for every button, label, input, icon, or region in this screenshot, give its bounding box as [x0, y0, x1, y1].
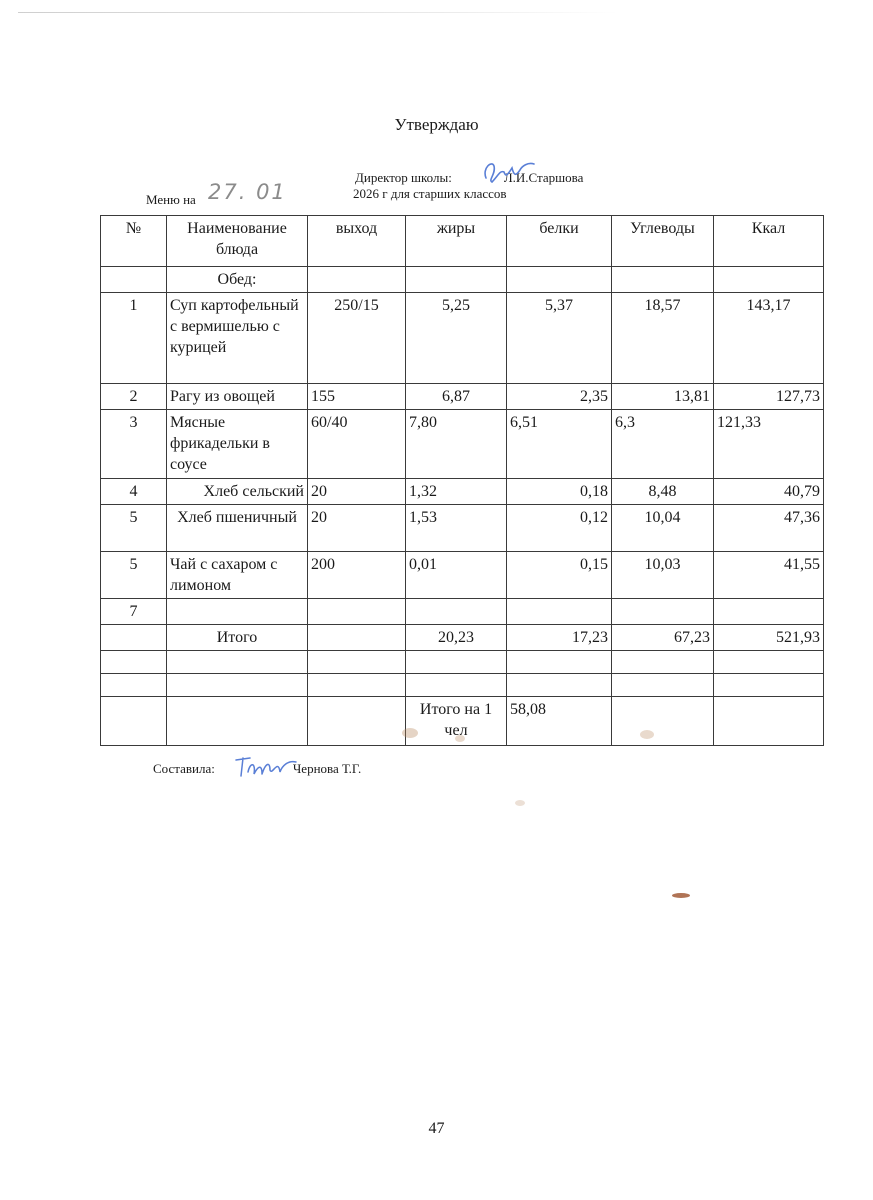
- cell-name: Рагу из овощей: [167, 384, 308, 410]
- cell-fat: 0,01: [406, 552, 507, 599]
- menu-table: [100, 215, 824, 746]
- director-label: Директор школы:: [355, 170, 452, 185]
- per-person-value: 58,08: [507, 697, 612, 746]
- cell-num: 7: [101, 599, 167, 625]
- cell-name: Хлеб сельский: [167, 479, 308, 505]
- total-protein: 17,23: [507, 625, 612, 651]
- author-name: Чернова Т.Г.: [292, 761, 362, 776]
- menu-date-handwritten: 27. 01: [208, 180, 287, 204]
- cell-protein: 5,37: [507, 293, 612, 384]
- cell-num: 5: [101, 552, 167, 599]
- cell-protein: 0,18: [507, 479, 612, 505]
- header-protein: белки: [507, 216, 612, 267]
- table-row: [101, 410, 824, 479]
- total-row: [101, 625, 824, 651]
- header-yield: выход: [308, 216, 406, 267]
- table-header-row: [101, 216, 824, 267]
- cell-name: Суп картофельный с вермишелью с курицей: [167, 293, 308, 384]
- cell-yield: 20: [308, 479, 406, 505]
- menu-date-label: Меню на: [146, 192, 196, 207]
- table-row: [101, 505, 824, 552]
- cell-num: 3: [101, 410, 167, 479]
- cell-fat: 1,53: [406, 505, 507, 552]
- total-kcal: 521,93: [714, 625, 824, 651]
- cell-carbs: 18,57: [612, 293, 714, 384]
- cell-kcal: 40,79: [714, 479, 824, 505]
- cell-protein: 6,51: [507, 410, 612, 479]
- blank-row: [101, 651, 824, 674]
- total-label: Итого: [167, 625, 308, 651]
- table-row: [101, 293, 824, 384]
- cell-yield: 200: [308, 552, 406, 599]
- cell-kcal: 143,17: [714, 293, 824, 384]
- table-row: [101, 552, 824, 599]
- cell-num: 1: [101, 293, 167, 384]
- cell-fat: 6,87: [406, 384, 507, 410]
- table-row: [101, 479, 824, 505]
- cell-protein: 2,35: [507, 384, 612, 410]
- stain-mark: [640, 730, 654, 739]
- author-label: Составила:: [153, 761, 215, 776]
- cell-yield: 250/15: [308, 293, 406, 384]
- year-class-line: 2026 г для старших классов: [353, 186, 507, 201]
- cell-fat: 7,80: [406, 410, 507, 479]
- cell-protein: 0,12: [507, 505, 612, 552]
- cell-num: 2: [101, 384, 167, 410]
- total-fat: 20,23: [406, 625, 507, 651]
- cell-name: Мясные фрикадельки в соусе: [167, 410, 308, 479]
- blank-row: [101, 674, 824, 697]
- section-label: Обед:: [167, 267, 308, 293]
- cell-fat: 1,32: [406, 479, 507, 505]
- cell-num: 4: [101, 479, 167, 505]
- cell-carbs: 10,04: [612, 505, 714, 552]
- director-name: Л.И.Старшова: [503, 170, 584, 185]
- cell-carbs: 10,03: [612, 552, 714, 599]
- header-fat: жиры: [406, 216, 507, 267]
- cell-kcal: 121,33: [714, 410, 824, 479]
- table-row: [101, 384, 824, 410]
- stain-mark: [515, 800, 525, 806]
- stain-mark: [672, 893, 690, 898]
- cell-protein: 0,15: [507, 552, 612, 599]
- total-carbs: 67,23: [612, 625, 714, 651]
- scan-edge-line: [18, 12, 618, 13]
- stain-mark: [455, 735, 465, 742]
- cell-kcal: 127,73: [714, 384, 824, 410]
- cell-kcal: 47,36: [714, 505, 824, 552]
- header-num: №: [101, 216, 167, 267]
- stain-mark: [402, 728, 418, 738]
- cell-name: Хлеб пшеничный: [167, 505, 308, 552]
- approval-title: Утверждаю: [394, 115, 479, 134]
- director-line: [355, 170, 583, 186]
- cell-name: Чай с сахаром с лимоном: [167, 552, 308, 599]
- header-kcal: Ккал: [714, 216, 824, 267]
- table-row: [101, 599, 824, 625]
- cell-num: 5: [101, 505, 167, 552]
- header-name: Наименование блюда: [167, 216, 308, 267]
- header-carbs: Углеводы: [612, 216, 714, 267]
- cell-carbs: 6,3: [612, 410, 714, 479]
- director-signature: [478, 156, 538, 188]
- cell-yield: 155: [308, 384, 406, 410]
- cell-fat: 5,25: [406, 293, 507, 384]
- cell-kcal: 41,55: [714, 552, 824, 599]
- cell-yield: 20: [308, 505, 406, 552]
- cell-carbs: 13,81: [612, 384, 714, 410]
- per-person-label: Итого на 1 чел: [406, 697, 507, 746]
- author-signature: [232, 752, 302, 782]
- page-number: 47: [428, 1120, 445, 1137]
- cell-yield: 60/40: [308, 410, 406, 479]
- cell-carbs: 8,48: [612, 479, 714, 505]
- section-row: [101, 267, 824, 293]
